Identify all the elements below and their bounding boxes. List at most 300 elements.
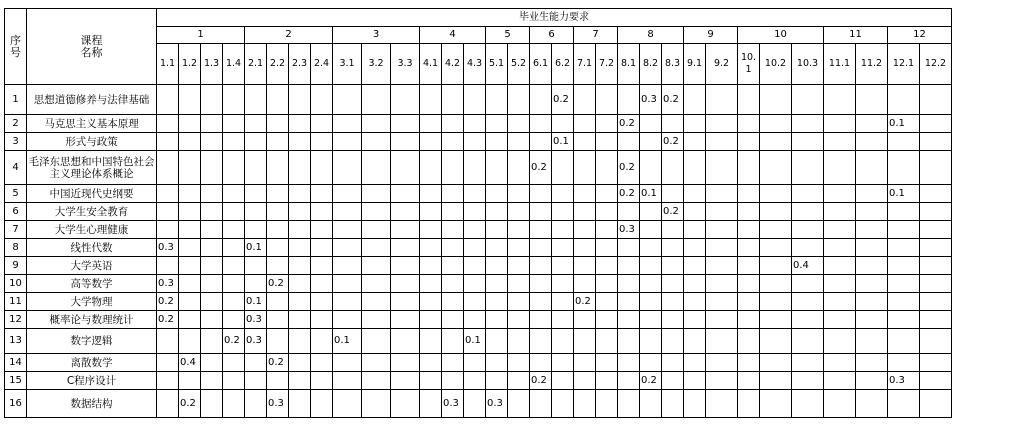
cell-6-2: 0.1: [552, 133, 574, 151]
cell-8-2: 0.3: [640, 85, 662, 115]
cell-9-1: [684, 221, 706, 239]
cell-2-4: [311, 354, 333, 372]
cell-10-1: [738, 185, 760, 203]
cell-8-3: [662, 257, 684, 275]
cell-9-2: [706, 275, 738, 293]
cell-8-2: [640, 133, 662, 151]
cell-5-2: [508, 372, 530, 390]
cell-7-1: 0.2: [574, 293, 596, 311]
cell-11-1: [824, 221, 856, 239]
cell-2-3: [289, 85, 311, 115]
cell-1-4: [223, 203, 245, 221]
cell-5-2: [508, 257, 530, 275]
table-row: [5, 311, 952, 329]
cell-8-3: [662, 115, 684, 133]
cell-8-1: [618, 203, 640, 221]
cell-1-2: [179, 151, 201, 185]
cell-4-1: [420, 293, 442, 311]
cell-4-2: [442, 275, 464, 293]
cell-4-2: [442, 293, 464, 311]
cell-5-2: [508, 221, 530, 239]
cell-8-1: [618, 133, 640, 151]
cell-1-3: [201, 390, 223, 418]
cell-12-1: [888, 275, 920, 293]
cell-2-4: [311, 151, 333, 185]
cell-8-3: [662, 221, 684, 239]
cell-5-1: [486, 354, 508, 372]
cell-8-2: [640, 293, 662, 311]
cell-10-2: [760, 221, 792, 239]
cell-8-1: [618, 85, 640, 115]
cell-10-3: [792, 85, 824, 115]
table-row: [5, 257, 952, 275]
cell-9-1: [684, 185, 706, 203]
cell-10-1: [738, 151, 760, 185]
cell-3-3: [391, 390, 420, 418]
cell-7-1: [574, 85, 596, 115]
cell-11-2: [856, 151, 888, 185]
cell-11-2: [856, 85, 888, 115]
cell-3-2: [362, 203, 391, 221]
cell-12-1: [888, 221, 920, 239]
cell-1-2: [179, 257, 201, 275]
cell-7-1: [574, 354, 596, 372]
cell-4-1: [420, 203, 442, 221]
cell-12-2: [920, 115, 952, 133]
cell-2-1: [245, 151, 267, 185]
cell-5-1: 0.3: [486, 390, 508, 418]
table-row: [5, 203, 952, 221]
cell-8-2: [640, 354, 662, 372]
cell-11-2: [856, 390, 888, 418]
cell-7-1: [574, 275, 596, 293]
row-seq: 10: [5, 275, 27, 293]
cell-1-1: 0.2: [157, 311, 179, 329]
cell-10-3: [792, 275, 824, 293]
cell-11-1: [824, 372, 856, 390]
cell-2-4: [311, 185, 333, 203]
cell-11-1: [824, 85, 856, 115]
header-sub-12-2: 12.2: [920, 44, 952, 85]
cell-1-4: [223, 85, 245, 115]
cell-5-1: [486, 203, 508, 221]
header-sub-9-1: 9.1: [684, 44, 706, 85]
header-sub-1-2: 1.2: [179, 44, 201, 85]
cell-8-3: [662, 372, 684, 390]
header-group-10: 10: [738, 27, 824, 44]
cell-1-4: [223, 311, 245, 329]
cell-10-3: [792, 203, 824, 221]
cell-2-3: [289, 257, 311, 275]
cell-1-2: [179, 275, 201, 293]
cell-8-1: [618, 372, 640, 390]
cell-12-2: [920, 185, 952, 203]
cell-4-2: [442, 354, 464, 372]
cell-7-2: [596, 203, 618, 221]
cell-3-2: [362, 257, 391, 275]
cell-4-3: [464, 185, 486, 203]
cell-10-2: [760, 372, 792, 390]
cell-6-1: [530, 311, 552, 329]
cell-4-1: [420, 221, 442, 239]
header-sub-6-2: 6.2: [552, 44, 574, 85]
row-seq: 3: [5, 133, 27, 151]
cell-11-1: [824, 354, 856, 372]
cell-11-1: [824, 115, 856, 133]
cell-5-1: [486, 185, 508, 203]
cell-4-2: [442, 372, 464, 390]
cell-11-1: [824, 329, 856, 354]
cell-4-2: [442, 311, 464, 329]
cell-3-1: [333, 372, 362, 390]
cell-2-2: [267, 221, 289, 239]
cell-2-2: [267, 203, 289, 221]
cell-1-1: [157, 133, 179, 151]
cell-11-1: [824, 293, 856, 311]
cell-2-1: [245, 257, 267, 275]
header-graduate-ability-requirements: 毕业生能力要求: [157, 9, 952, 27]
cell-4-2: 0.3: [442, 390, 464, 418]
cell-1-2: 0.2: [179, 390, 201, 418]
cell-8-1: [618, 311, 640, 329]
cell-2-3: [289, 133, 311, 151]
row-seq: 9: [5, 257, 27, 275]
cell-4-3: [464, 221, 486, 239]
cell-4-1: [420, 372, 442, 390]
cell-6-1: [530, 354, 552, 372]
cell-8-3: [662, 151, 684, 185]
cell-10-2: [760, 329, 792, 354]
cell-3-1: [333, 115, 362, 133]
cell-11-2: [856, 293, 888, 311]
cell-5-2: [508, 293, 530, 311]
cell-1-3: [201, 311, 223, 329]
cell-3-3: [391, 329, 420, 354]
header-group-1: 1: [157, 27, 245, 44]
cell-3-3: [391, 133, 420, 151]
cell-8-3: [662, 354, 684, 372]
cell-1-4: [223, 275, 245, 293]
cell-4-3: [464, 390, 486, 418]
cell-8-2: 0.1: [640, 185, 662, 203]
cell-1-2: [179, 203, 201, 221]
cell-8-2: [640, 329, 662, 354]
cell-7-2: [596, 293, 618, 311]
cell-10-1: [738, 221, 760, 239]
cell-7-1: [574, 151, 596, 185]
cell-1-3: [201, 115, 223, 133]
table-row: [5, 329, 952, 354]
cell-11-1: [824, 257, 856, 275]
row-seq: 4: [5, 151, 27, 185]
cell-8-3: [662, 275, 684, 293]
cell-3-1: 0.1: [333, 329, 362, 354]
cell-12-2: [920, 221, 952, 239]
cell-3-2: [362, 275, 391, 293]
cell-1-1: [157, 221, 179, 239]
cell-12-2: [920, 239, 952, 257]
cell-7-2: [596, 239, 618, 257]
cell-11-2: [856, 133, 888, 151]
cell-2-4: [311, 85, 333, 115]
header-group-9: 9: [684, 27, 738, 44]
cell-9-1: [684, 372, 706, 390]
cell-5-1: [486, 239, 508, 257]
cell-1-3: [201, 133, 223, 151]
cell-4-2: [442, 85, 464, 115]
row-seq: 5: [5, 185, 27, 203]
cell-1-3: [201, 221, 223, 239]
header-sub-4-3: 4.3: [464, 44, 486, 85]
row-course-name: 大学物理: [27, 293, 157, 311]
cell-10-2: [760, 257, 792, 275]
cell-3-1: [333, 354, 362, 372]
cell-6-1: [530, 275, 552, 293]
cell-10-3: [792, 239, 824, 257]
cell-2-2: [267, 293, 289, 311]
cell-1-3: [201, 85, 223, 115]
cell-4-3: [464, 275, 486, 293]
cell-1-4: [223, 372, 245, 390]
cell-2-4: [311, 372, 333, 390]
cell-2-2: [267, 133, 289, 151]
cell-6-2: [552, 151, 574, 185]
cell-5-2: [508, 133, 530, 151]
header-group-5: 5: [486, 27, 530, 44]
cell-7-1: [574, 311, 596, 329]
cell-12-1: [888, 203, 920, 221]
cell-2-4: [311, 221, 333, 239]
row-course-name: 马克思主义基本原理: [27, 115, 157, 133]
cell-2-1: 0.1: [245, 239, 267, 257]
cell-11-1: [824, 185, 856, 203]
cell-7-2: [596, 185, 618, 203]
cell-3-1: [333, 151, 362, 185]
cell-6-1: [530, 257, 552, 275]
cell-7-1: [574, 115, 596, 133]
row-course-name: 思想道德修养与法律基础: [27, 85, 157, 115]
cell-2-4: [311, 203, 333, 221]
cell-10-2: [760, 275, 792, 293]
cell-5-2: [508, 390, 530, 418]
row-seq: 16: [5, 390, 27, 418]
header-sub-5-2: 5.2: [508, 44, 530, 85]
cell-10-1: [738, 354, 760, 372]
row-seq: 12: [5, 311, 27, 329]
cell-1-2: 0.4: [179, 354, 201, 372]
cell-5-2: [508, 311, 530, 329]
cell-8-3: [662, 329, 684, 354]
row-course-name: 高等数学: [27, 275, 157, 293]
cell-4-1: [420, 311, 442, 329]
cell-1-2: [179, 115, 201, 133]
cell-10-2: [760, 85, 792, 115]
cell-7-2: [596, 329, 618, 354]
cell-12-1: [888, 85, 920, 115]
cell-5-1: [486, 311, 508, 329]
cell-9-2: [706, 185, 738, 203]
cell-10-3: [792, 293, 824, 311]
cell-6-1: [530, 293, 552, 311]
cell-1-3: [201, 185, 223, 203]
cell-1-4: [223, 390, 245, 418]
cell-10-1: [738, 203, 760, 221]
cell-12-1: [888, 311, 920, 329]
cell-6-1: [530, 185, 552, 203]
cell-1-1: [157, 185, 179, 203]
header-sub-10-2: 10.2: [760, 44, 792, 85]
cell-4-2: [442, 115, 464, 133]
cell-1-2: [179, 85, 201, 115]
cell-4-3: [464, 239, 486, 257]
cell-1-2: [179, 185, 201, 203]
cell-9-2: [706, 221, 738, 239]
cell-8-1: [618, 275, 640, 293]
cell-2-3: [289, 354, 311, 372]
cell-9-1: [684, 133, 706, 151]
cell-2-4: [311, 257, 333, 275]
cell-6-1: [530, 221, 552, 239]
cell-4-1: [420, 85, 442, 115]
cell-12-2: [920, 275, 952, 293]
cell-8-3: 0.2: [662, 133, 684, 151]
cell-12-1: [888, 293, 920, 311]
cell-1-1: [157, 257, 179, 275]
cell-2-4: [311, 115, 333, 133]
cell-3-1: [333, 293, 362, 311]
cell-3-3: [391, 372, 420, 390]
cell-5-2: [508, 151, 530, 185]
header-sub-11-1: 11.1: [824, 44, 856, 85]
cell-11-2: [856, 221, 888, 239]
cell-9-1: [684, 311, 706, 329]
cell-10-2: [760, 151, 792, 185]
cell-6-2: [552, 293, 574, 311]
cell-10-1: [738, 85, 760, 115]
cell-7-1: [574, 221, 596, 239]
cell-3-3: [391, 293, 420, 311]
cell-1-3: [201, 257, 223, 275]
cell-7-1: [574, 203, 596, 221]
cell-2-3: [289, 311, 311, 329]
cell-2-2: [267, 151, 289, 185]
cell-2-3: [289, 203, 311, 221]
table-row: [5, 151, 952, 185]
cell-7-1: [574, 329, 596, 354]
cell-8-2: [640, 311, 662, 329]
cell-4-3: [464, 311, 486, 329]
cell-10-3: [792, 390, 824, 418]
cell-6-1: 0.2: [530, 151, 552, 185]
cell-3-1: [333, 390, 362, 418]
cell-9-1: [684, 203, 706, 221]
cell-5-1: [486, 221, 508, 239]
cell-11-2: [856, 257, 888, 275]
cell-8-3: [662, 293, 684, 311]
course-ability-matrix: [4, 8, 952, 418]
cell-3-3: [391, 203, 420, 221]
cell-9-1: [684, 390, 706, 418]
cell-9-2: [706, 293, 738, 311]
row-course-name: C程序设计: [27, 372, 157, 390]
header-sub-10-3: 10.3: [792, 44, 824, 85]
cell-4-2: [442, 329, 464, 354]
cell-2-1: [245, 133, 267, 151]
cell-4-3: [464, 151, 486, 185]
cell-11-2: [856, 372, 888, 390]
cell-5-2: [508, 275, 530, 293]
cell-1-1: [157, 151, 179, 185]
cell-5-2: [508, 329, 530, 354]
cell-11-1: [824, 203, 856, 221]
cell-10-2: [760, 239, 792, 257]
cell-9-2: [706, 329, 738, 354]
cell-6-1: [530, 390, 552, 418]
cell-1-4: [223, 354, 245, 372]
cell-3-2: [362, 85, 391, 115]
header-group-4: 4: [420, 27, 486, 44]
cell-2-3: [289, 185, 311, 203]
cell-2-1: [245, 221, 267, 239]
header-group-12: 12: [888, 27, 952, 44]
cell-2-4: [311, 133, 333, 151]
cell-9-2: [706, 85, 738, 115]
cell-9-1: [684, 239, 706, 257]
header-group-8: 8: [618, 27, 684, 44]
cell-12-2: [920, 293, 952, 311]
cell-3-3: [391, 311, 420, 329]
cell-11-2: [856, 203, 888, 221]
cell-3-1: [333, 85, 362, 115]
table-row: [5, 354, 952, 372]
cell-8-2: [640, 115, 662, 133]
cell-8-2: [640, 239, 662, 257]
row-course-name: 概率论与数理统计: [27, 311, 157, 329]
cell-3-3: [391, 257, 420, 275]
cell-8-1: [618, 354, 640, 372]
cell-5-1: [486, 151, 508, 185]
cell-10-1: [738, 390, 760, 418]
cell-10-3: [792, 115, 824, 133]
cell-4-1: [420, 133, 442, 151]
cell-9-2: [706, 115, 738, 133]
cell-7-2: [596, 257, 618, 275]
cell-10-3: [792, 133, 824, 151]
header-sub-3-1: 3.1: [333, 44, 362, 85]
cell-3-1: [333, 257, 362, 275]
cell-11-1: [824, 275, 856, 293]
cell-8-3: [662, 390, 684, 418]
cell-1-1: 0.3: [157, 239, 179, 257]
cell-4-1: [420, 151, 442, 185]
cell-2-3: [289, 151, 311, 185]
header-sub-1-4: 1.4: [223, 44, 245, 85]
cell-12-2: [920, 133, 952, 151]
cell-4-2: [442, 185, 464, 203]
cell-1-4: [223, 293, 245, 311]
table-row: [5, 185, 952, 203]
cell-4-2: [442, 203, 464, 221]
cell-7-2: [596, 133, 618, 151]
cell-1-3: [201, 151, 223, 185]
cell-8-1: [618, 390, 640, 418]
cell-4-2: [442, 151, 464, 185]
header-sub-4-2: 4.2: [442, 44, 464, 85]
cell-3-1: [333, 221, 362, 239]
header-sub-8-1: 8.1: [618, 44, 640, 85]
header-sub-1-1: 1.1: [157, 44, 179, 85]
cell-1-1: [157, 115, 179, 133]
